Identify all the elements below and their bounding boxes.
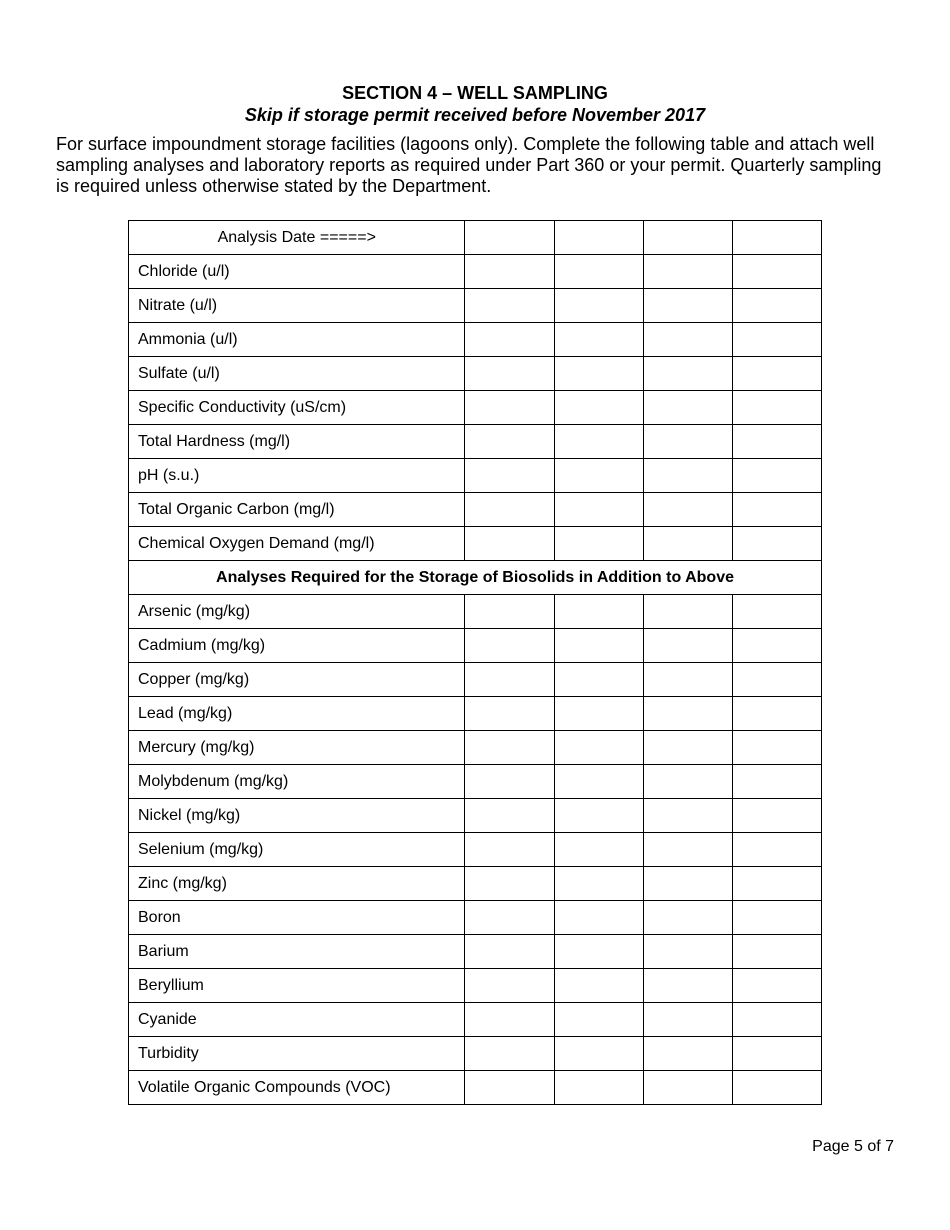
result-entry-cell[interactable] bbox=[465, 459, 554, 493]
result-entry-cell[interactable] bbox=[643, 289, 732, 323]
analysis-date-label: Analysis Date =====> bbox=[129, 221, 465, 255]
result-entry-cell[interactable] bbox=[732, 391, 821, 425]
parameter-label: Sulfate (u/l) bbox=[129, 357, 465, 391]
result-entry-cell[interactable] bbox=[732, 459, 821, 493]
result-entry-cell[interactable] bbox=[465, 425, 554, 459]
analysis-date-cell[interactable] bbox=[465, 221, 554, 255]
result-entry-cell[interactable] bbox=[643, 867, 732, 901]
parameter-label: Copper (mg/kg) bbox=[129, 663, 465, 697]
result-entry-cell[interactable] bbox=[643, 595, 732, 629]
parameter-label: Nitrate (u/l) bbox=[129, 289, 465, 323]
parameter-label: Cyanide bbox=[129, 1003, 465, 1037]
result-entry-cell[interactable] bbox=[732, 425, 821, 459]
table-row bbox=[129, 969, 822, 1003]
biosolids-header-row bbox=[129, 561, 822, 595]
result-entry-cell[interactable] bbox=[465, 833, 554, 867]
result-entry-cell[interactable] bbox=[554, 459, 643, 493]
result-entry-cell[interactable] bbox=[465, 323, 554, 357]
parameter-label: Arsenic (mg/kg) bbox=[129, 595, 465, 629]
table-row bbox=[129, 391, 822, 425]
table-row bbox=[129, 1003, 822, 1037]
table-row bbox=[129, 357, 822, 391]
parameter-label: Specific Conductivity (uS/cm) bbox=[129, 391, 465, 425]
result-entry-cell[interactable] bbox=[643, 969, 732, 1003]
result-entry-cell[interactable] bbox=[643, 357, 732, 391]
result-entry-cell[interactable] bbox=[643, 935, 732, 969]
analysis-date-cell[interactable] bbox=[554, 221, 643, 255]
result-entry-cell[interactable] bbox=[643, 731, 732, 765]
result-entry-cell[interactable] bbox=[643, 255, 732, 289]
table-row bbox=[129, 731, 822, 765]
result-entry-cell[interactable] bbox=[732, 1003, 821, 1037]
table-row bbox=[129, 799, 822, 833]
table-row bbox=[129, 1037, 822, 1071]
result-entry-cell[interactable] bbox=[643, 323, 732, 357]
table-row bbox=[129, 697, 822, 731]
result-entry-cell[interactable] bbox=[554, 867, 643, 901]
parameter-label: Lead (mg/kg) bbox=[129, 697, 465, 731]
result-entry-cell[interactable] bbox=[732, 901, 821, 935]
result-entry-cell[interactable] bbox=[554, 1003, 643, 1037]
result-entry-cell[interactable] bbox=[465, 969, 554, 1003]
result-entry-cell[interactable] bbox=[732, 731, 821, 765]
parameter-label: Chloride (u/l) bbox=[129, 255, 465, 289]
result-entry-cell[interactable] bbox=[465, 629, 554, 663]
result-entry-cell[interactable] bbox=[554, 697, 643, 731]
parameter-label: Volatile Organic Compounds (VOC) bbox=[129, 1071, 465, 1105]
result-entry-cell[interactable] bbox=[554, 255, 643, 289]
result-entry-cell[interactable] bbox=[465, 663, 554, 697]
result-entry-cell[interactable] bbox=[732, 969, 821, 1003]
result-entry-cell[interactable] bbox=[465, 255, 554, 289]
result-entry-cell[interactable] bbox=[732, 799, 821, 833]
result-entry-cell[interactable] bbox=[465, 595, 554, 629]
result-entry-cell[interactable] bbox=[465, 935, 554, 969]
result-entry-cell[interactable] bbox=[732, 867, 821, 901]
result-entry-cell[interactable] bbox=[732, 765, 821, 799]
page-number: Page 5 of 7 bbox=[812, 1138, 894, 1155]
parameter-label: Mercury (mg/kg) bbox=[129, 731, 465, 765]
parameter-label: Chemical Oxygen Demand (mg/l) bbox=[129, 527, 465, 561]
result-entry-cell[interactable] bbox=[465, 799, 554, 833]
parameter-label: Selenium (mg/kg) bbox=[129, 833, 465, 867]
result-entry-cell[interactable] bbox=[732, 595, 821, 629]
result-entry-cell[interactable] bbox=[732, 697, 821, 731]
result-entry-cell[interactable] bbox=[643, 765, 732, 799]
result-entry-cell[interactable] bbox=[554, 425, 643, 459]
result-entry-cell[interactable] bbox=[554, 527, 643, 561]
table-row bbox=[129, 663, 822, 697]
result-entry-cell[interactable] bbox=[554, 935, 643, 969]
parameter-label: Barium bbox=[129, 935, 465, 969]
table-row bbox=[129, 629, 822, 663]
result-entry-cell[interactable] bbox=[554, 357, 643, 391]
result-entry-cell[interactable] bbox=[554, 493, 643, 527]
table-row bbox=[129, 459, 822, 493]
table-row bbox=[129, 833, 822, 867]
result-entry-cell[interactable] bbox=[554, 663, 643, 697]
result-entry-cell[interactable] bbox=[643, 493, 732, 527]
result-entry-cell[interactable] bbox=[465, 731, 554, 765]
result-entry-cell[interactable] bbox=[554, 1071, 643, 1105]
parameter-label: Cadmium (mg/kg) bbox=[129, 629, 465, 663]
result-entry-cell[interactable] bbox=[554, 289, 643, 323]
parameter-label: Turbidity bbox=[129, 1037, 465, 1071]
result-entry-cell[interactable] bbox=[465, 1071, 554, 1105]
result-entry-cell[interactable] bbox=[554, 833, 643, 867]
result-entry-cell[interactable] bbox=[465, 391, 554, 425]
result-entry-cell[interactable] bbox=[643, 697, 732, 731]
result-entry-cell[interactable] bbox=[643, 901, 732, 935]
result-entry-cell[interactable] bbox=[643, 799, 732, 833]
result-entry-cell[interactable] bbox=[465, 357, 554, 391]
result-entry-cell[interactable] bbox=[554, 595, 643, 629]
result-entry-cell[interactable] bbox=[465, 901, 554, 935]
result-entry-cell[interactable] bbox=[643, 527, 732, 561]
parameter-label: Beryllium bbox=[129, 969, 465, 1003]
result-entry-cell[interactable] bbox=[643, 833, 732, 867]
result-entry-cell[interactable] bbox=[732, 255, 821, 289]
result-entry-cell[interactable] bbox=[643, 391, 732, 425]
result-entry-cell[interactable] bbox=[465, 289, 554, 323]
table-row bbox=[129, 493, 822, 527]
result-entry-cell[interactable] bbox=[465, 1003, 554, 1037]
result-entry-cell[interactable] bbox=[732, 663, 821, 697]
result-entry-cell[interactable] bbox=[554, 731, 643, 765]
parameter-label: Boron bbox=[129, 901, 465, 935]
table-row bbox=[129, 765, 822, 799]
table-row bbox=[129, 901, 822, 935]
result-entry-cell[interactable] bbox=[554, 901, 643, 935]
result-entry-cell[interactable] bbox=[732, 833, 821, 867]
result-entry-cell[interactable] bbox=[465, 867, 554, 901]
table-row bbox=[129, 1071, 822, 1105]
table-row bbox=[129, 323, 822, 357]
result-entry-cell[interactable] bbox=[465, 527, 554, 561]
intro-paragraph: For surface impoundment storage facilities (lagoons only). Complete the following table and attach well sampling analyses and laboratory reports as required under Part 360 or your permit. Quarterly sampling is required unless otherwise stated by the Department. bbox=[56, 134, 882, 196]
result-entry-cell[interactable] bbox=[465, 493, 554, 527]
parameter-label: Total Hardness (mg/l) bbox=[129, 425, 465, 459]
result-entry-cell[interactable] bbox=[732, 289, 821, 323]
result-entry-cell[interactable] bbox=[643, 425, 732, 459]
table-row bbox=[129, 595, 822, 629]
parameter-label: Total Organic Carbon (mg/l) bbox=[129, 493, 465, 527]
parameter-label: pH (s.u.) bbox=[129, 459, 465, 493]
result-entry-cell[interactable] bbox=[643, 663, 732, 697]
result-entry-cell[interactable] bbox=[643, 1003, 732, 1037]
table-row bbox=[129, 255, 822, 289]
result-entry-cell[interactable] bbox=[554, 391, 643, 425]
table-row bbox=[129, 289, 822, 323]
result-entry-cell[interactable] bbox=[554, 1037, 643, 1071]
table-row bbox=[129, 935, 822, 969]
table-row bbox=[129, 425, 822, 459]
well-sampling-table bbox=[128, 220, 822, 1105]
parameter-label: Molybdenum (mg/kg) bbox=[129, 765, 465, 799]
result-entry-cell[interactable] bbox=[732, 323, 821, 357]
table-row bbox=[129, 867, 822, 901]
result-entry-cell[interactable] bbox=[732, 629, 821, 663]
result-entry-cell[interactable] bbox=[732, 1071, 821, 1105]
section-subtitle: Skip if storage permit received before November 2017 bbox=[244, 105, 706, 125]
analysis-date-row bbox=[129, 221, 822, 255]
result-entry-cell[interactable] bbox=[732, 357, 821, 391]
result-entry-cell[interactable] bbox=[643, 1037, 732, 1071]
result-entry-cell[interactable] bbox=[465, 765, 554, 799]
result-entry-cell[interactable] bbox=[643, 1071, 732, 1105]
result-entry-cell[interactable] bbox=[643, 459, 732, 493]
analysis-date-cell[interactable] bbox=[643, 221, 732, 255]
result-entry-cell[interactable] bbox=[732, 1037, 821, 1071]
result-entry-cell[interactable] bbox=[643, 629, 732, 663]
parameter-label: Zinc (mg/kg) bbox=[129, 867, 465, 901]
result-entry-cell[interactable] bbox=[554, 629, 643, 663]
section-title: SECTION 4 – WELL SAMPLING bbox=[342, 83, 608, 103]
result-entry-cell[interactable] bbox=[732, 935, 821, 969]
result-entry-cell[interactable] bbox=[732, 527, 821, 561]
parameter-label: Ammonia (u/l) bbox=[129, 323, 465, 357]
result-entry-cell[interactable] bbox=[554, 323, 643, 357]
parameter-label: Nickel (mg/kg) bbox=[129, 799, 465, 833]
result-entry-cell[interactable] bbox=[732, 493, 821, 527]
result-entry-cell[interactable] bbox=[465, 1037, 554, 1071]
result-entry-cell[interactable] bbox=[554, 969, 643, 1003]
result-entry-cell[interactable] bbox=[465, 697, 554, 731]
result-entry-cell[interactable] bbox=[554, 765, 643, 799]
result-entry-cell[interactable] bbox=[554, 799, 643, 833]
table-row bbox=[129, 527, 822, 561]
analysis-date-cell[interactable] bbox=[732, 221, 821, 255]
biosolids-section-header: Analyses Required for the Storage of Biosolids in Addition to Above bbox=[129, 561, 822, 595]
